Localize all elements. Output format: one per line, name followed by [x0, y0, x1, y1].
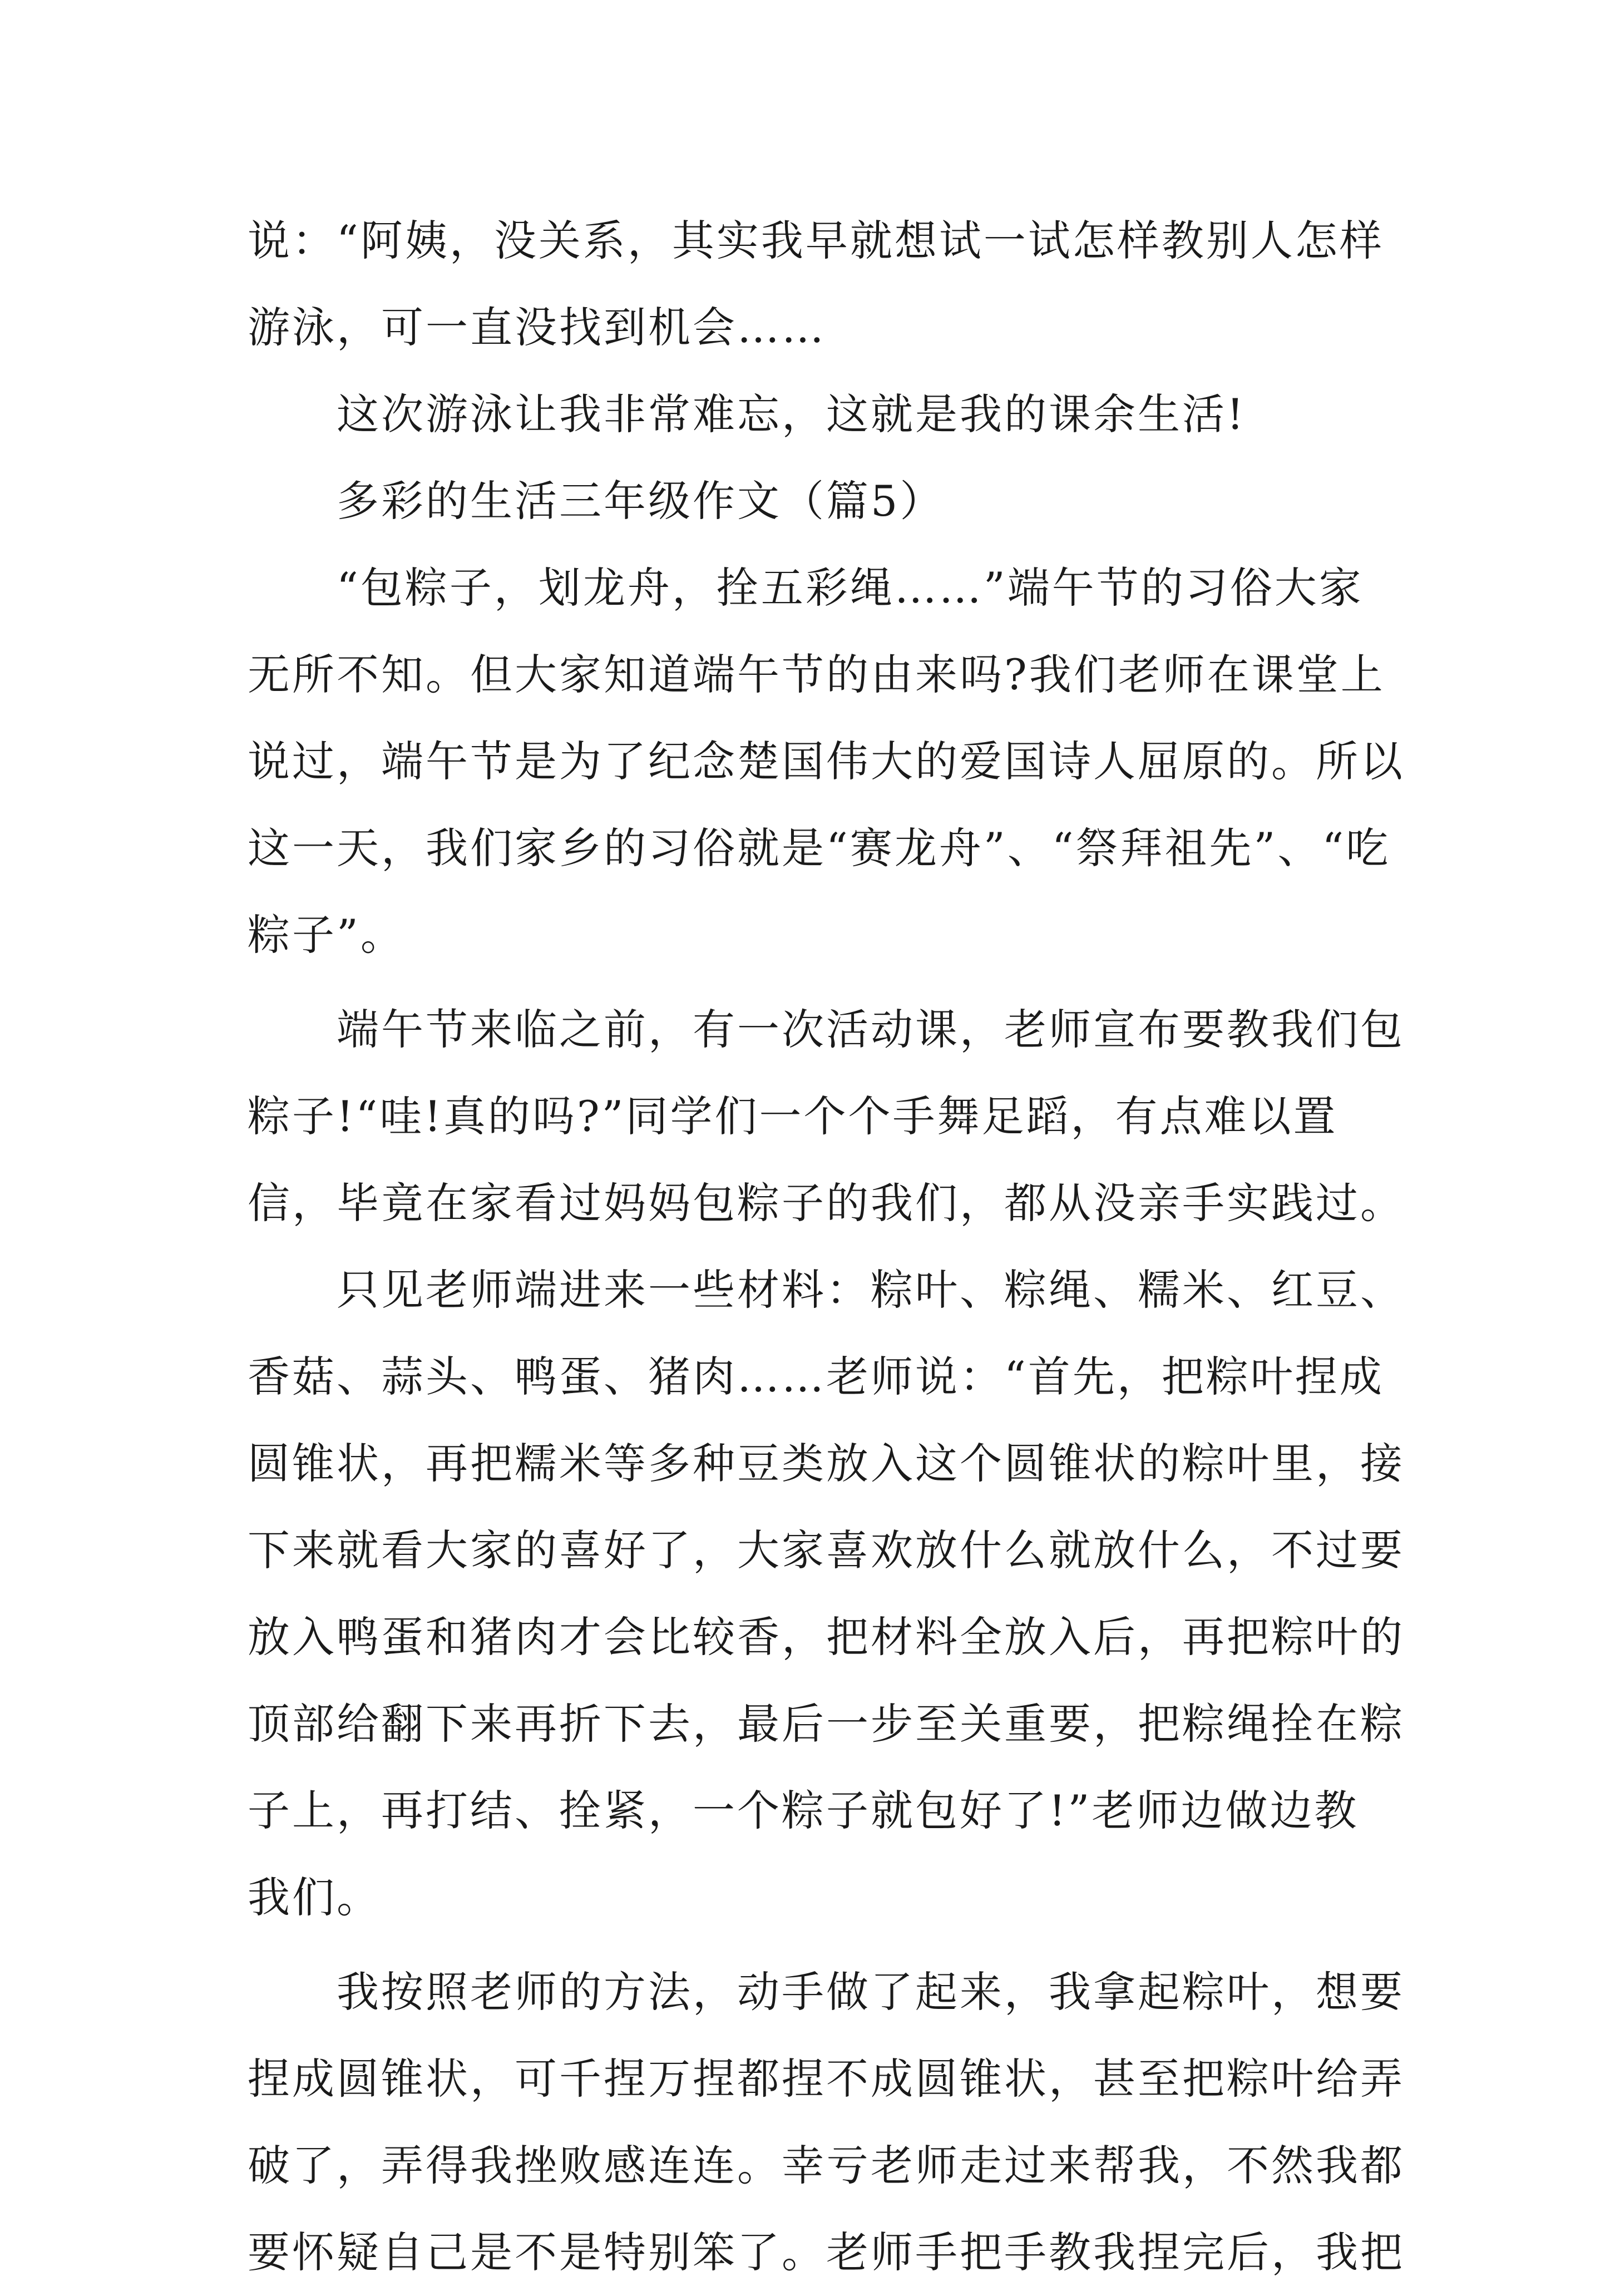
text-line-7: 说过，端午节是为了纪念楚国伟大的爱国诗人屈原的。所以 — [248, 737, 1405, 786]
text-line-18: 顶部给翻下来再折下去，最后一步至关重要，把粽绳拴在粽 — [248, 1699, 1405, 1749]
text-line-15: 圆锥状，再把糯米等多种豆类放入这个圆锥状的粽叶里，接 — [248, 1439, 1405, 1488]
text-line-1: 说：“阿姨，没关系，其实我早就想试一试怎样教别人怎样 — [248, 216, 1384, 265]
text-line-5: “包粽子，划龙舟，拴五彩绳……”端午节的习俗大家 — [248, 563, 1364, 613]
text-line-19: 子上，再打结、拴紧，一个粽子就包好了!”老师边做边教 — [248, 1786, 1359, 1835]
text-line-17: 放入鸭蛋和猪肉才会比较香，把材料全放入后，再把粽叶的 — [248, 1612, 1405, 1662]
text-line-13: 只见老师端进来一些材料：粽叶、粽绳、糯米、红豆、 — [248, 1265, 1405, 1315]
paragraph-gap — [248, 1941, 1371, 1949]
text-line-20: 我们。 — [248, 1873, 381, 1922]
text-line-10: 端午节来临之前，有一次活动课，老师宣布要教我们包 — [248, 1005, 1405, 1054]
essay-title-line: 多彩的生活三年级作文（篇5） — [248, 476, 945, 526]
text-line-12: 信，毕竟在家看过妈妈包粽子的我们，都从没亲手实践过。 — [248, 1178, 1405, 1228]
text-line-21: 我按照老师的方法，动手做了起来，我拿起粽叶，想要 — [248, 1967, 1405, 2017]
text-line-8: 这一天，我们家乡的习俗就是“赛龙舟”、“祭拜祖先”、“吃 — [248, 823, 1391, 873]
text-line-3: 这次游泳让我非常难忘，这就是我的课余生活! — [248, 389, 1246, 439]
paragraph-gap — [248, 979, 1371, 986]
text-line-2: 游泳，可一直没找到机会…… — [248, 303, 826, 352]
text-line-14: 香菇、蒜头、鸭蛋、猪肉……老师说：“首先，把粽叶捏成 — [248, 1352, 1384, 1401]
text-line-22: 捏成圆锥状，可千捏万捏都捏不成圆锥状，甚至把粽叶给弄 — [248, 2054, 1405, 2104]
text-line-16: 下来就看大家的喜好了，大家喜欢放什么就放什么，不过要 — [248, 1525, 1405, 1575]
text-line-23: 破了，弄得我挫败感连连。幸亏老师走过来帮我，不然我都 — [248, 2141, 1405, 2190]
text-line-11: 粽子!“哇!真的吗?”同学们一个个手舞足蹈，有点难以置 — [248, 1092, 1338, 1141]
essay-body — [248, 197, 1405, 2296]
text-line-24: 要怀疑自己是不是特别笨了。老师手把手教我捏完后，我把 — [248, 2228, 1405, 2277]
text-line-6: 无所不知。但大家知道端午节的由来吗?我们老师在课堂上 — [248, 650, 1385, 699]
text-line-9: 粽子”。 — [248, 910, 405, 960]
